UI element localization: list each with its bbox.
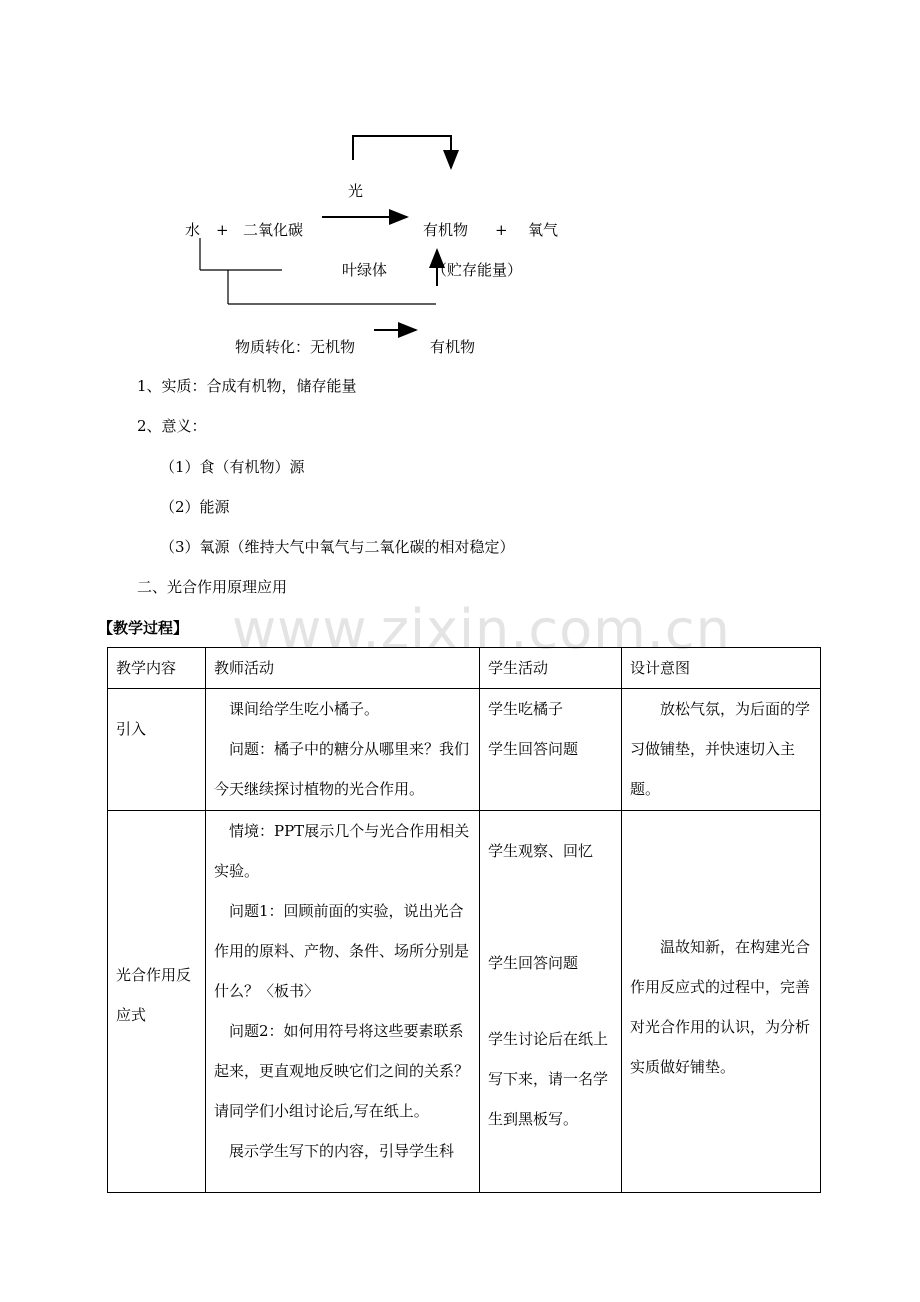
energy-store-label: （贮存能量） (432, 261, 523, 279)
teacher-text: 问题2：如何用符号将这些要素联系起来，更直观地反映它们之间的关系？请同学们小组讨论后,写在纸上。 (214, 1022, 470, 1120)
content-cell (108, 689, 206, 811)
organic-label: 有机物 (423, 221, 469, 239)
process-heading: 【教学过程】 (98, 619, 189, 637)
student-text: 学生回答问题 (488, 740, 579, 758)
content-cell (108, 811, 206, 1193)
water-label: 水 (185, 221, 201, 239)
point-essence: 1、实质：合成有机物，储存能量 (137, 377, 357, 395)
student-text: 学生观察、回忆 (488, 842, 594, 860)
teacher-text: 问题1：回顾前面的实验，说出光合作用的原料、产物、条件、场所分别是什么？〈板书〉 (214, 902, 470, 1000)
student-text: 学生讨论后在纸上写下来，请一名学生到黑板写。 (488, 1030, 609, 1128)
teacher-text: 课间给学生吃小橘子。 (229, 700, 380, 718)
co2-label: 二氧化碳 (243, 221, 304, 239)
teaching-process-table (107, 647, 821, 1193)
content-text: 引入 (116, 720, 147, 738)
plus-sign: + (495, 221, 508, 239)
transform-label: 物质转化：无机物 (235, 338, 356, 356)
equation-diagram (0, 0, 920, 380)
intent-text: 放松气氛，为后面的学习做铺垫，并快速切入主题。 (630, 700, 811, 798)
table-row (108, 811, 821, 1193)
student-cell (480, 811, 622, 1193)
transform-result: 有机物 (430, 338, 476, 356)
teacher-text: 情境：PPT展示几个与光合作用相关实验。 (214, 822, 470, 880)
header-cell: 设计意图 (622, 648, 821, 689)
plus-sign: + (216, 221, 229, 239)
sub-point-oxygen: （3）氧源（维持大气中氧气与二氧化碳的相对稳定） (160, 538, 515, 556)
top-bracket-arrow (353, 136, 451, 168)
table-header-row (108, 648, 821, 689)
intent-text: 温故知新，在构建光合作用反应式的过程中，完善对光合作用的认识，为分析实质做好铺垫。 (630, 937, 811, 1076)
student-text: 学生吃橘子 (488, 700, 564, 718)
table-row (108, 689, 821, 811)
teacher-text: 展示学生写下的内容，引导学生科 (229, 1142, 455, 1160)
header-cell: 教师活动 (206, 648, 480, 689)
intent-cell (622, 689, 821, 811)
oxygen-label: 氧气 (528, 221, 559, 239)
content-text: 光合作用反应式 (116, 965, 192, 1024)
header-cell: 学生活动 (480, 648, 622, 689)
header-cell: 教学内容 (108, 648, 206, 689)
intent-cell (622, 811, 821, 1193)
sub-point-energy: （2）能源 (160, 498, 230, 516)
point-significance: 2、意义： (137, 417, 207, 435)
student-cell (480, 689, 622, 811)
teacher-cell (206, 689, 480, 811)
teacher-cell (206, 811, 480, 1193)
teacher-text: 问题：橘子中的糖分从哪里来？我们今天继续探讨植物的光合作用。 (214, 740, 470, 798)
sub-point-food: （1）食（有机物）源 (160, 458, 305, 476)
chlorophyll-label: 叶绿体 (342, 261, 388, 279)
watermark: www.zixin.com.cn (232, 598, 731, 661)
light-label: 光 (348, 182, 364, 200)
section-heading: 二、光合作用原理应用 (137, 578, 288, 596)
student-text: 学生回答问题 (488, 954, 579, 972)
